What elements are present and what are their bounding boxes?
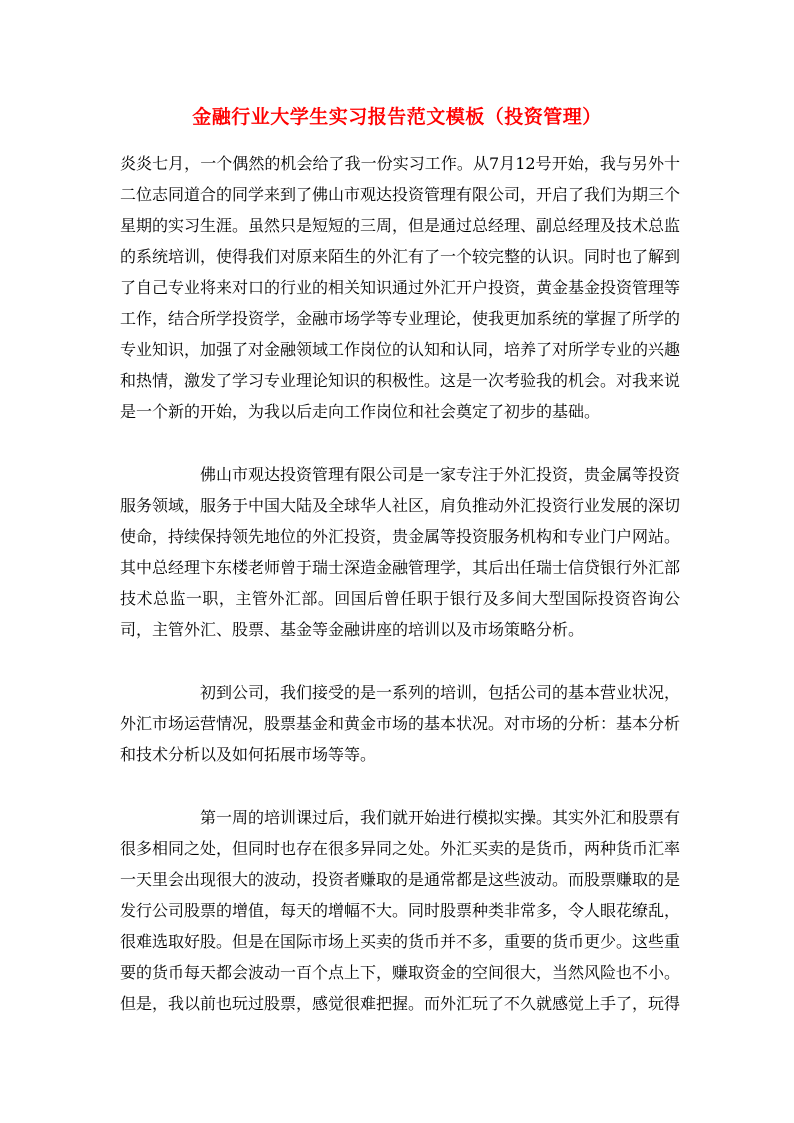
- paragraph-3: 初到公司，我们接受的是一系列的培训，包括公司的基本营业状况，外汇市场运营情况，股票基金和黄金市场的基本状况。对市场的分析：基本分析和技术分析以及如何拓展市场等等。: [120, 683, 681, 764]
- paragraph-1: 炎炎七月，一个偶然的机会给了我一份实习工作。从7月12号开始，我与另外十二位志同道合的同学来到了佛山市观达投资管理有限公司，开启了我们为期三个星期的实习生涯。虽然只是短短的三周，但是通过总经理、副总经理及技术总监的系统培训，使得我们对原来陌生的外汇有了一个较完整的认识。同时也了解到了自己专业将来对口的行业的相关知识通过外汇开户投资，黄金基金投资管理等工作，结合所学投资学，金融市场学等专业理论，使我更加系统的掌握了所学的专业知识，加强了对金融领域工作岗位的认知和认同，培养了对所学专业的兴趣和热情，激发了学习专业理论知识的积极性。这是一次考验我的机会。对我来说是一个新的开始，为我以后走向工作岗位和社会奠定了初步的基础。: [120, 154, 681, 421]
- document-title: 金融行业大学生实习报告范文模板（投资管理）: [192, 106, 602, 128]
- paragraph-4: 第一周的培训课过后，我们就开始进行模拟实操。其实外汇和股票有很多相同之处，但同时也存在很多异同之处。外汇买卖的是货币，两种货币汇率一天里会出现很大的波动，投资者赚取的是通常都是这些波动。而股票赚取的是发行公司股票的增值，每天的增幅不大。同时股票种类非常多，令人眼花缭乱，很难选取好股。但是在国际市场上买卖的货币并不多，重要的货币更少。这些重要的货币每天都会波动一百个点上下，赚取资金的空间很大，当然风险也不小。但是，我以前也玩过股票，感觉很难把握。而外汇玩了不久就感觉上手了，玩得: [120, 808, 681, 1013]
- paragraph-2: 佛山市观达投资管理有限公司是一家专注于外汇投资，贵金属等投资服务领域，服务于中国大陆及全球华人社区，肩负推动外汇投资行业发展的深切使命，持续保持领先地位的外汇投资，贵金属等投资服务机构和专业门户网站。其中总经理卞东楼老师曾于瑞士深造金融管理学，其后出任瑞士信贷银行外汇部技术总监一职，主管外汇部。回国后曾任职于银行及多间大型国际投资咨询公司，主管外汇、股票、基金等金融讲座的培训以及市场策略分析。: [120, 465, 681, 639]
